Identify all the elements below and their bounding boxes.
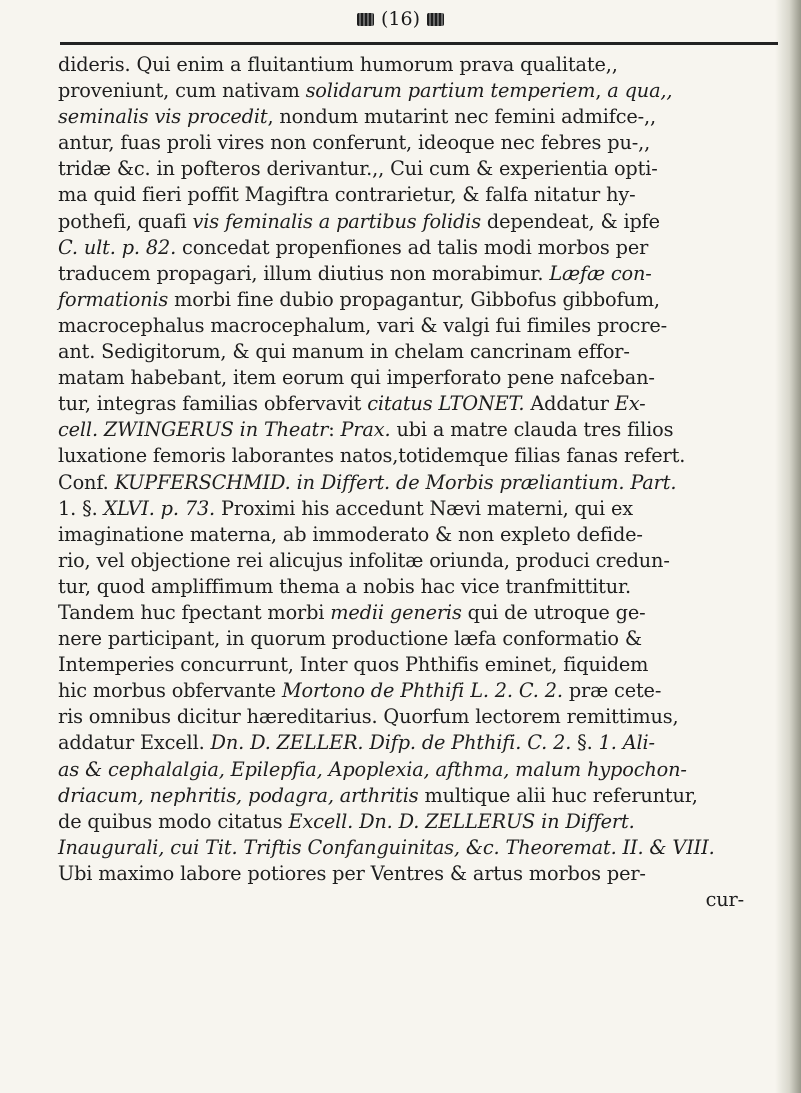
text-segment: ubi a matre clauda tres filios	[390, 418, 674, 442]
body-text	[58, 52, 782, 913]
italic-text-segment: formationis	[58, 287, 169, 311]
text-line	[58, 235, 782, 261]
text-line	[58, 156, 782, 182]
italic-text-segment: 1. Ali-	[598, 731, 655, 755]
text-line	[58, 417, 782, 443]
text-segment: , nondum mutarint nec femini admifce-,,	[267, 105, 656, 129]
text-segment: tur, quod ampliffimum thema a nobis hac vice tranfmittitur.	[58, 574, 631, 598]
text-segment: macrocephalus macrocephalum, vari & valgi fui fimiles procre-	[58, 313, 668, 337]
text-segment: Tandem huc fpectant morbi	[58, 600, 331, 624]
text-line	[58, 783, 782, 809]
text-line	[58, 574, 782, 600]
catchword: cur-	[705, 888, 744, 911]
text-line	[58, 600, 782, 626]
text-segment: imaginatione materna, ab immoderato & non expleto defide-	[58, 522, 643, 546]
italic-text-segment: seminalis vis procedit	[58, 105, 268, 129]
text-line	[58, 652, 782, 678]
text-segment: præ cete-	[562, 679, 662, 703]
text-line	[58, 730, 782, 756]
text-segment: dependeat, & ipfe	[480, 209, 660, 233]
text-line	[58, 835, 782, 861]
italic-text-segment: XLVI. p. 73.	[103, 496, 216, 520]
text-segment: rio, vel objectione rei alicujus infolitæ oriunda, produci credun-	[58, 548, 670, 572]
italic-text-segment: medii generis	[330, 600, 462, 624]
text-segment: ,	[595, 79, 608, 103]
text-segment: traducem propagari, illum diutius non morabimur.	[58, 261, 550, 285]
italic-text-segment: Prax.	[340, 418, 391, 442]
text-line	[58, 104, 782, 130]
text-segment: :	[328, 418, 341, 442]
text-segment: Intemperies concurrunt, Inter quos Phthifis eminet, fiquidem	[58, 653, 649, 677]
text-line	[58, 861, 782, 887]
text-segment: Conf.	[58, 470, 115, 494]
italic-text-segment: C. ult. p. 82.	[58, 235, 177, 259]
text-line	[58, 496, 782, 522]
right-ornament-icon	[427, 13, 444, 26]
italic-text-segment: vis feminalis a partibus folidis	[192, 209, 481, 233]
italic-text-segment: Ex-	[614, 392, 646, 416]
text-segment: Ubi maximo labore potiores per Ventres & artus morbos per-	[58, 861, 646, 885]
text-line	[58, 809, 782, 835]
italic-text-segment: citatus LTONET.	[367, 392, 525, 416]
text-segment: dideris. Qui enim a fluitantium humorum prava qualitate,,	[58, 53, 618, 76]
header-rule	[60, 42, 778, 45]
italic-text-segment: as & cephalalgia, Epilepfia, Apoplexia, afthma, malum hypochon-	[58, 757, 687, 781]
text-line	[58, 287, 782, 313]
text-line	[58, 78, 782, 104]
italic-text-segment: a qua,,	[607, 79, 673, 103]
text-segment: antur, fuas proli vires non conferunt, ideoque nec febres pu-,,	[58, 131, 651, 155]
text-segment: tridæ &c. in pofteros derivantur.,, Cui cum & experientia opti-	[58, 157, 658, 181]
italic-text-segment: cell. ZWINGERUS in Theatr	[58, 418, 329, 442]
text-line	[58, 261, 782, 287]
text-segment: matam habebant, item eorum qui imperforato pene nafceban-	[58, 366, 655, 390]
text-segment: §.	[571, 731, 599, 755]
text-segment: ant. Sedigitorum, & qui manum in chelam cancrinam effor-	[58, 340, 630, 364]
text-segment: hic morbus obfervante	[58, 679, 282, 703]
italic-text-segment: Mortono de Phthifi L. 2. C. 2.	[281, 679, 563, 703]
text-segment: ma quid fieri poffit Magiftra contrarietur, & falfa nitatur hy-	[58, 183, 636, 207]
text-line	[58, 522, 782, 548]
text-segment: morbi fine dubio propagantur, Gibbofus gibbofum,	[168, 287, 660, 311]
text-segment: addatur Excell.	[58, 731, 211, 755]
text-line	[58, 391, 782, 417]
text-segment: qui de utroque ge-	[461, 600, 646, 624]
italic-text-segment: Inaugurali, cui Tit. Triftis Confanguinitas, &c. Theoremat. II. & VIII.	[58, 835, 715, 859]
italic-text-segment: solidarum partium temperiem	[305, 79, 596, 103]
text-line	[58, 52, 782, 78]
text-line	[58, 470, 782, 496]
text-segment: tur, integras familias obfervavit	[58, 392, 368, 416]
header-ornament	[357, 8, 444, 30]
text-segment: ris omnibus dicitur hæreditarius. Quorfum lectorem remittimus,	[58, 705, 679, 729]
italic-text-segment: Dn. D. ZELLER. Difp. de Phthifi. C. 2.	[210, 731, 572, 755]
text-line	[58, 365, 782, 391]
italic-text-segment: KUPFERSCHMID. in Differt. de Morbis præliantium. Part.	[114, 470, 677, 494]
text-segment: Addatur	[524, 392, 615, 416]
text-line	[58, 757, 782, 783]
text-segment: multique alii huc referuntur,	[418, 783, 698, 807]
text-line	[58, 548, 782, 574]
text-segment: 1. §.	[58, 496, 104, 520]
italic-text-segment: driacum, nephritis, podagra, arthritis	[58, 783, 419, 807]
page-number: (16)	[380, 8, 420, 30]
text-segment: nere participant, in quorum productione læfa conformatio &	[58, 627, 642, 651]
text-line	[58, 339, 782, 365]
text-line	[58, 443, 782, 469]
text-line	[58, 209, 782, 235]
text-line	[58, 678, 782, 704]
text-segment: Proximi his accedunt Nævi materni, qui ex	[215, 496, 633, 520]
page-header	[0, 8, 801, 38]
italic-text-segment: Læfæ con-	[549, 261, 652, 285]
text-line	[58, 313, 782, 339]
text-line	[58, 626, 782, 652]
left-ornament-icon	[357, 13, 374, 26]
text-line	[58, 182, 782, 208]
text-segment: luxatione femoris laborantes natos,totidemque filias fanas refert.	[58, 444, 686, 468]
italic-text-segment: Excell. Dn. D. ZELLERUS in Differt.	[288, 809, 635, 833]
text-segment: de quibus modo citatus	[58, 809, 289, 833]
text-segment: proveniunt, cum nativam	[58, 79, 306, 103]
text-line	[58, 704, 782, 730]
text-segment: concedat propenfiones ad talis modi morbos per	[176, 235, 649, 259]
text-segment: pothefi, quafi	[58, 209, 193, 233]
text-line	[58, 130, 782, 156]
